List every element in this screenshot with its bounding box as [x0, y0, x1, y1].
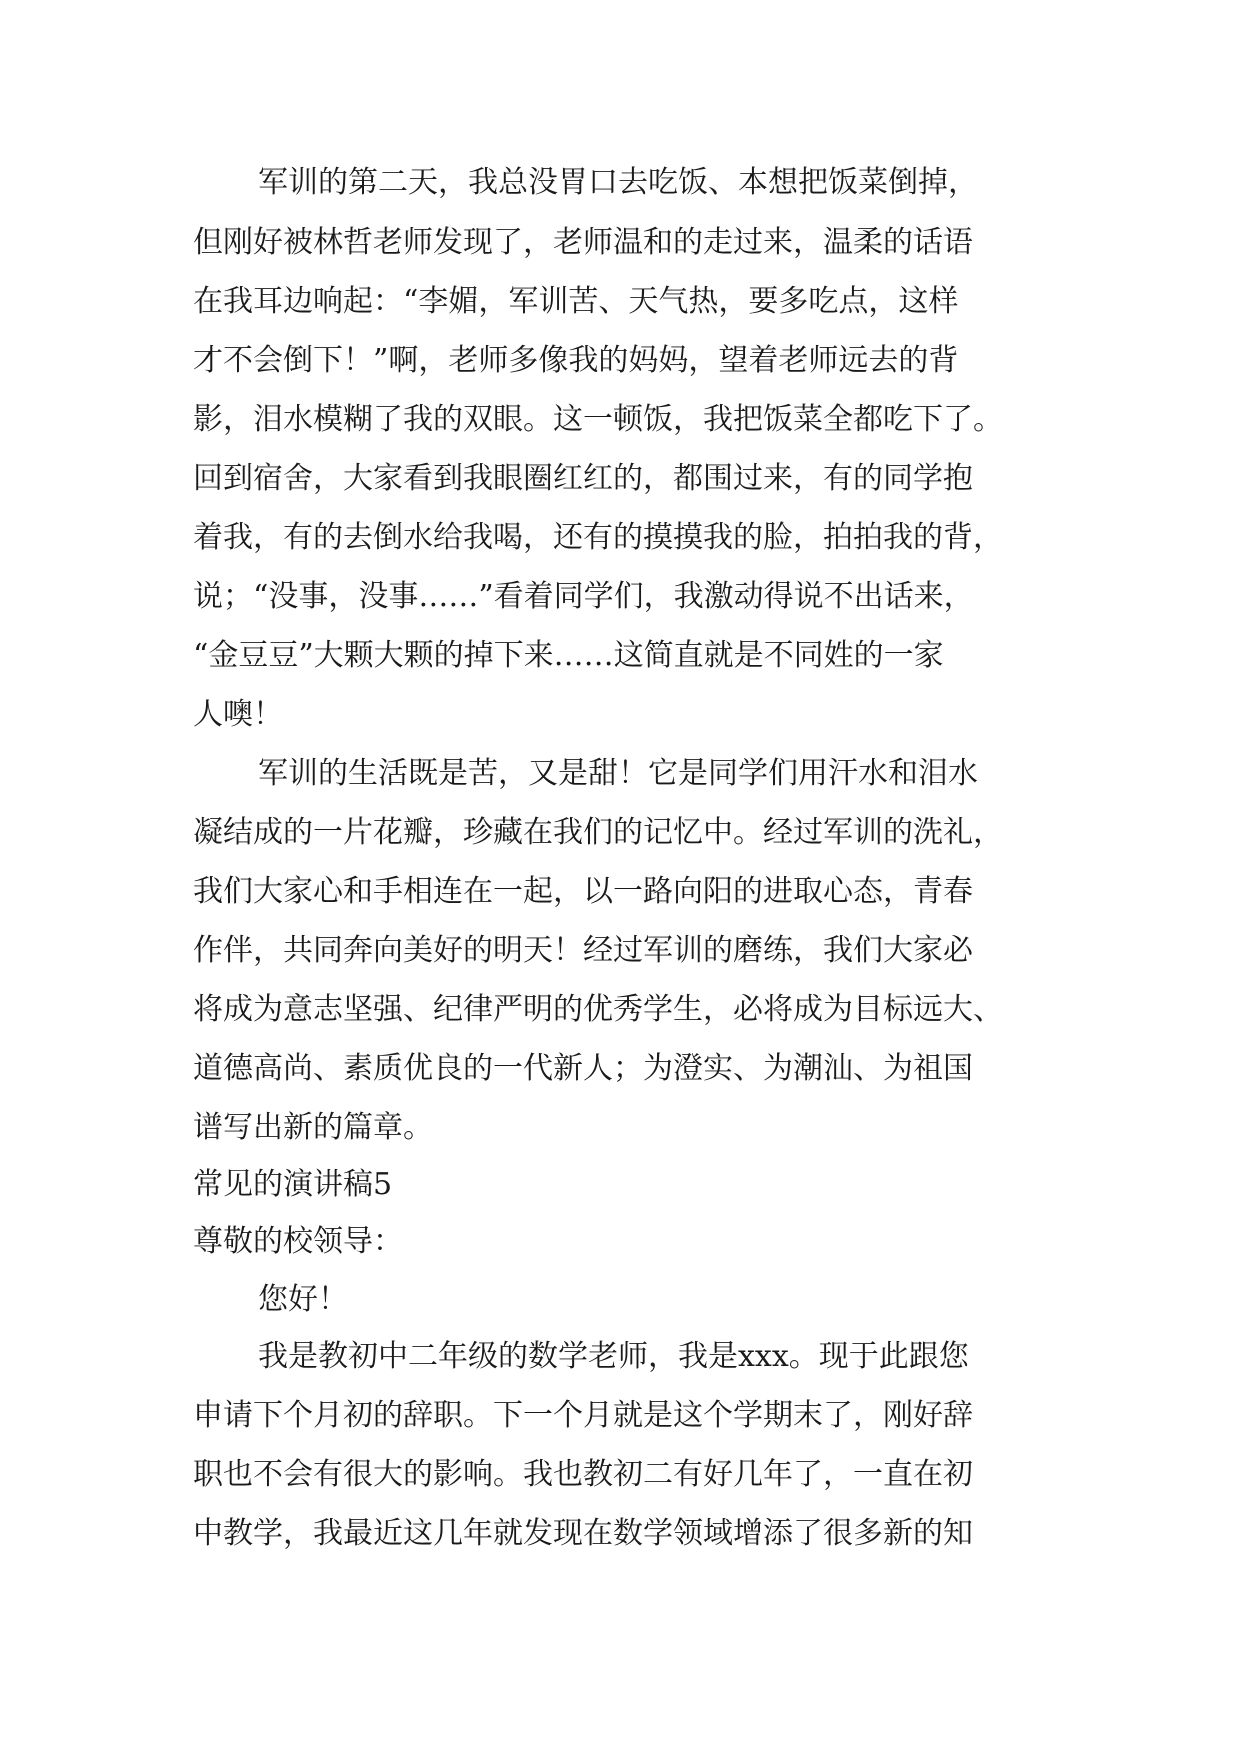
- paragraph-line: 将成为意志坚强、纪律严明的优秀学生，必将成为目标远大、: [193, 992, 1003, 1027]
- greeting: 您好！: [258, 1282, 348, 1317]
- paragraph-line: 说；“没事，没事……”看着同学们，我激动得说不出话来，: [193, 579, 974, 614]
- section-heading: 常见的演讲稿5: [193, 1167, 393, 1202]
- paragraph-line: 申请下个月初的辞职。下一个月就是这个学期末了，刚好辞: [193, 1398, 973, 1433]
- paragraph-line: 影，泪水模糊了我的双眼。这一顿饭，我把饭菜全都吃下了。: [193, 402, 1003, 437]
- paragraph-line: 我是教初中二年级的数学老师，我是xxx。现于此跟您: [258, 1339, 969, 1374]
- paragraph-line: 道德高尚、素质优良的一代新人；为澄实、为潮汕、为祖国: [193, 1051, 973, 1086]
- paragraph-line: 作伴，共同奔向美好的明天！经过军训的磨练，我们大家必: [193, 933, 973, 968]
- paragraph-line: 中教学，我最近这几年就发现在数学领域增添了很多新的知: [193, 1516, 973, 1551]
- paragraph-line: 谱写出新的篇章。: [193, 1110, 433, 1145]
- paragraph-line: 才不会倒下！”啊，老师多像我的妈妈，望着老师远去的背: [193, 343, 959, 378]
- paragraph-line: 军训的生活既是苦，又是甜！它是同学们用汗水和泪水: [258, 756, 978, 791]
- paragraph-line: 我们大家心和手相连在一起，以一路向阳的进取心态，青春: [193, 874, 973, 909]
- paragraph-line: 职也不会有很大的影响。我也教初二有好几年了，一直在初: [193, 1457, 973, 1492]
- salutation: 尊敬的校领导：: [193, 1224, 403, 1259]
- paragraph-line: 回到宿舍，大家看到我眼圈红红的，都围过来，有的同学抱: [193, 461, 973, 496]
- paragraph-line: 凝结成的一片花瓣，珍藏在我们的记忆中。经过军训的洗礼，: [193, 815, 1003, 850]
- paragraph-line: 在我耳边响起：“李媚，军训苦、天气热，要多吃点，这样: [193, 284, 959, 319]
- paragraph-line: 但刚好被林哲老师发现了，老师温和的走过来，温柔的话语: [193, 225, 973, 260]
- paragraph-line: 人噢！: [193, 697, 283, 732]
- paragraph-line: 着我，有的去倒水给我喝，还有的摸摸我的脸，拍拍我的背，: [193, 520, 1003, 555]
- paragraph-line: 军训的第二天，我总没胃口去吃饭、本想把饭菜倒掉，: [258, 165, 978, 200]
- paragraph-line: “金豆豆”大颗大颗的掉下来……这简直就是不同姓的一家: [193, 638, 944, 673]
